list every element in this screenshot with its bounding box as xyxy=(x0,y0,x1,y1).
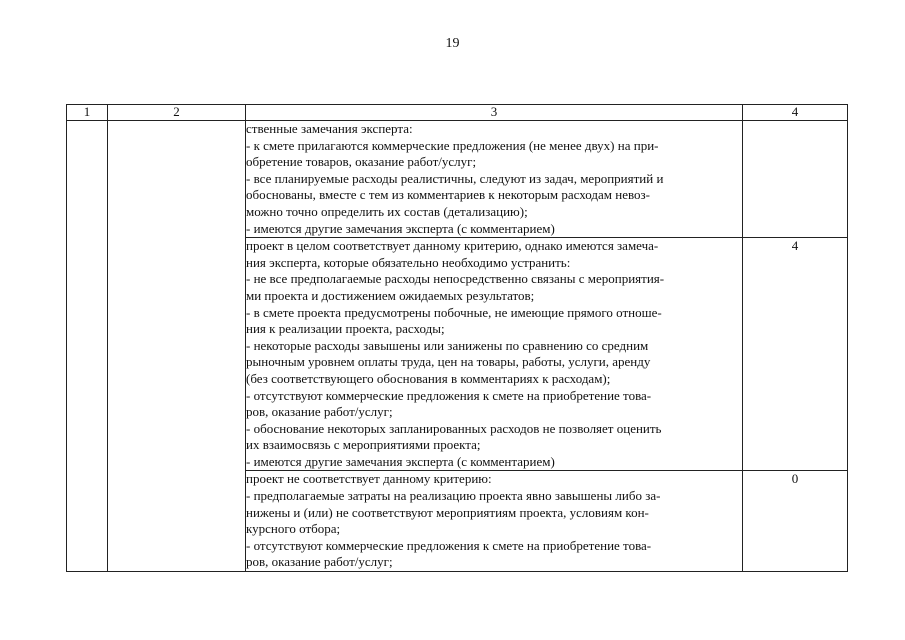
description-line: - предполагаемые затраты на реализацию проекта явно завышены либо за- xyxy=(246,488,661,504)
description-line: проект в целом соответствует данному критерию, однако имеются замеча- xyxy=(246,238,659,254)
table-header-row xyxy=(67,105,848,121)
description-line: можно точно определить их состав (детализацию); xyxy=(246,203,528,219)
description-line: - имеются другие замечания эксперта (с комментарием) xyxy=(246,220,555,236)
table-row xyxy=(67,121,848,238)
score-cell xyxy=(743,471,848,572)
description-line: обоснованы, вместе с тем из комментариев к некоторым расходам невоз- xyxy=(246,187,651,203)
score-value: 0 xyxy=(791,471,799,487)
description-line: - к смете прилагаются коммерческие предложения (не менее двух) на при- xyxy=(246,137,659,153)
criteria-table xyxy=(66,104,848,572)
criterion-description-cell xyxy=(246,471,743,572)
description-line: ственные замечания эксперта: xyxy=(246,121,413,136)
score-value xyxy=(743,121,847,135)
description-line: - в смете проекта предусмотрены побочные, не имеющие прямого отноше- xyxy=(246,304,662,320)
description-line: ния к реализации проекта, расходы; xyxy=(246,321,445,337)
description-line: обретение товаров, оказание работ/услуг; xyxy=(246,154,477,170)
description-line: их взаимосвязь с мероприятиями проекта; xyxy=(246,437,481,453)
description-line: - не все предполагаемые расходы непосредственно связаны с мероприятия- xyxy=(246,271,665,287)
criterion-description-cell xyxy=(246,121,743,238)
description-line: (без соответствующего обоснования в комментариях к расходам); xyxy=(246,370,611,386)
description-line: ми проекта и достижением ожидаемых результатов; xyxy=(246,287,535,303)
description-line: - все планируемые расходы реалистичны, следуют из задач, мероприятий и xyxy=(246,170,664,186)
description-line: нижены и (или) не соответствуют мероприятиям проекта, условиям кон- xyxy=(246,504,649,520)
header-col-1: 1 xyxy=(67,105,108,121)
description-line: рыночным уровнем оплаты труда, цен на товары, работы, услуги, аренду xyxy=(246,354,651,370)
score-cell xyxy=(743,121,848,238)
criterion-description-cell xyxy=(246,238,743,471)
score-value: 4 xyxy=(791,238,799,254)
description-line: - отсутствуют коммерческие предложения к смете на приобретение това- xyxy=(246,387,652,403)
description-line: - обоснование некоторых запланированных расходов не позволяет оценить xyxy=(246,420,662,436)
description-line: - отсутствуют коммерческие предложения к смете на приобретение това- xyxy=(246,537,652,553)
description-line: - имеются другие замечания эксперта (с комментарием) xyxy=(246,453,555,469)
description-line: ров, оказание работ/услуг; xyxy=(246,554,393,570)
header-col-4: 4 xyxy=(743,105,848,121)
description-line: курсного отбора; xyxy=(246,521,341,537)
header-col-3: 3 xyxy=(246,105,743,121)
score-cell xyxy=(743,238,848,471)
description-line: ния эксперта, которые обязательно необходимо устранить: xyxy=(246,254,571,270)
row-number-cell xyxy=(67,121,108,572)
description-line: ров, оказание работ/услуг; xyxy=(246,404,393,420)
criterion-name-cell xyxy=(108,121,246,572)
description-line: проект не соответствует данному критерию: xyxy=(246,471,492,487)
header-col-2: 2 xyxy=(108,105,246,121)
description-line: - некоторые расходы завышены или занижены по сравнению со средним xyxy=(246,337,649,353)
page-number: 19 xyxy=(445,36,460,51)
